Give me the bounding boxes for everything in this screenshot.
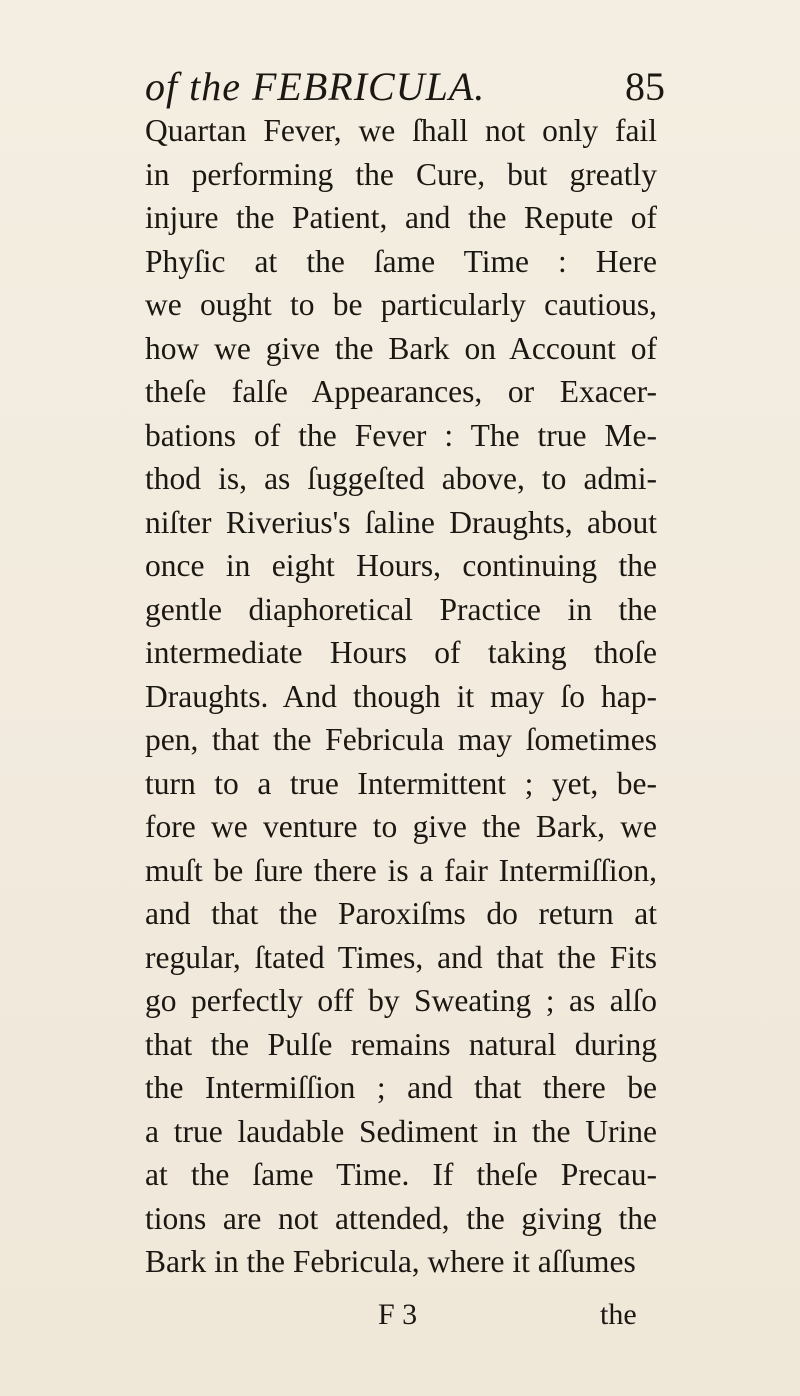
text-line: a true laudable Sediment in the Urine xyxy=(145,1113,657,1149)
text-line: at the ſame Time. If theſe Precau- xyxy=(145,1157,657,1192)
running-head: of the FEBRICULA. xyxy=(145,64,486,109)
text-line: turn to a true Intermittent ; yet, be- xyxy=(145,765,657,801)
text-line: bations of the Fever : The true Me- xyxy=(145,417,657,453)
text-line: pen, that the Febricula may ſometimes xyxy=(145,722,657,757)
text-line: gentle diaphoretical Practice in the xyxy=(145,591,657,627)
text-line: tions are not attended, the giving the xyxy=(145,1200,657,1236)
text-line: how we give the Bark on Account of xyxy=(145,330,657,366)
text-line: Bark in the Febricula, where it aſſumes xyxy=(145,1244,636,1279)
text-line: the Intermiſſion ; and that there be xyxy=(145,1070,657,1105)
text-line: fore we venture to give the Bark, we xyxy=(145,809,657,844)
text-line: niſter Riverius's ſaline Draughts, about xyxy=(145,504,657,540)
text-line: and that the Paroxiſms do return at xyxy=(145,896,657,931)
text-line: intermediate Hours of taking thoſe xyxy=(145,635,657,670)
text-line: Phyſic at the ſame Time : Here xyxy=(145,243,657,279)
page-header xyxy=(145,62,665,112)
catchword: the xyxy=(600,1298,637,1331)
text-line: that the Pulſe remains natural during xyxy=(145,1026,657,1062)
text-line: regular, ſtated Times, and that the Fits xyxy=(145,939,657,975)
text-line: theſe falſe Appearances, or Exacer- xyxy=(145,374,657,409)
signature-mark: F 3 xyxy=(378,1298,418,1331)
text-line: thod is, as ſuggeſted above, to admi- xyxy=(145,461,657,496)
text-line: once in eight Hours, continuing the xyxy=(145,548,657,583)
text-line: Quartan Fever, we ſhall not only fail xyxy=(145,113,657,148)
text-line: we ought to be particularly cautious, xyxy=(145,287,657,322)
text-line: Draughts. And though it may ſo hap- xyxy=(145,678,657,714)
text-line: in performing the Cure, but greatly xyxy=(145,156,657,192)
text-line: muſt be ſure there is a fair Intermiſſion, xyxy=(145,852,657,888)
text-line: injure the Patient, and the Repute of xyxy=(145,200,657,235)
text-line: go perfectly off by Sweating ; as alſo xyxy=(145,983,657,1018)
page-number: 85 xyxy=(625,64,665,109)
